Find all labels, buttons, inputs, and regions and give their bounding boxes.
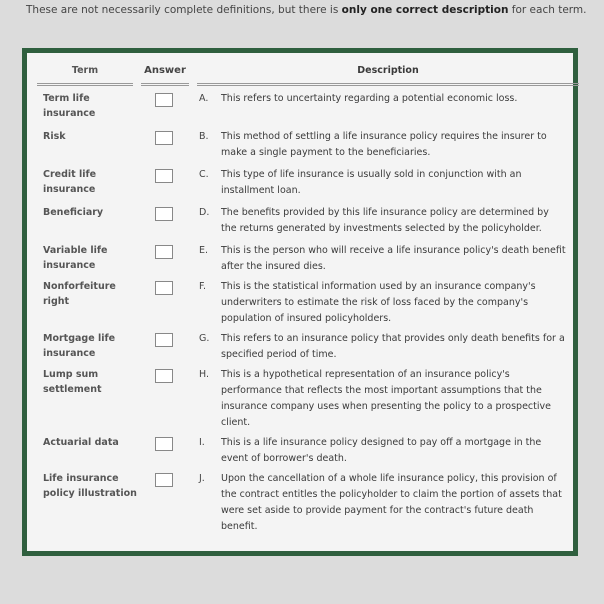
term-label: Credit life insurance (43, 169, 97, 195)
description-letter: G. (199, 333, 210, 344)
description-text: This is a hypothetical representation of an insurance policy's performance that reflects the most important assumptions that the insurance company uses when presenting the policy to a prospective client. (221, 369, 551, 428)
header-term: Term (37, 63, 133, 86)
answer-box[interactable] (155, 437, 173, 451)
header-description: Description (197, 63, 579, 86)
description-letter: E. (199, 245, 209, 256)
term-label: Variable life insurance (43, 245, 108, 271)
matching-panel (22, 48, 578, 556)
matching-table (37, 59, 566, 541)
description-text: This is the person who will receive a life insurance policy's death benefit after the insured dies. (221, 245, 566, 272)
term-label: Term life insurance (43, 93, 96, 119)
term-label: Life insurance policy illustration (43, 473, 137, 499)
answer-box[interactable] (155, 473, 173, 487)
description-letter: C. (199, 169, 209, 180)
instructions-prefix: These are not necessarily complete definitions, but there is (26, 4, 342, 16)
description-letter: A. (199, 93, 209, 104)
description-letter: I. (199, 437, 205, 448)
description-letter: F. (199, 281, 206, 292)
answer-box[interactable] (155, 333, 173, 347)
description-text: This is a life insurance policy designed to pay off a mortgage in the event of borrower's death. (221, 437, 542, 464)
term-label: Beneficiary (43, 207, 104, 218)
answer-box[interactable] (155, 281, 173, 295)
answer-box[interactable] (155, 369, 173, 383)
term-label: Actuarial data (43, 437, 119, 448)
answer-box[interactable] (155, 169, 173, 183)
description-letter: H. (199, 369, 209, 380)
instructions-suffix: for each term. (508, 4, 587, 16)
description-text: This refers to an insurance policy that provides only death benefits for a specified period of time. (221, 333, 565, 360)
answer-box[interactable] (155, 245, 173, 259)
term-label: Mortgage life insurance (43, 333, 116, 359)
term-label: Risk (43, 131, 66, 142)
description-text: Upon the cancellation of a whole life insurance policy, this provision of the contract entitles the policyholder to claim the portion of assets that were set aside to provide payment for the contract's future death benefit. (221, 473, 562, 532)
header-answer: Answer (141, 63, 189, 86)
description-text: This refers to uncertainty regarding a potential economic loss. (221, 93, 518, 104)
description-letter: D. (199, 207, 210, 218)
description-text: This is the statistical information used by an insurance company's underwriters to estimate the risk of loss faced by the company's population of insured policyholders. (221, 281, 536, 324)
term-label: Nonforfeiture right (43, 281, 116, 307)
description-letter: B. (199, 131, 209, 142)
answer-box[interactable] (155, 93, 173, 107)
description-text: The benefits provided by this life insurance policy are determined by the returns generated by investments selected by the policyholder. (221, 207, 549, 234)
instructions-bold: only one correct description (341, 4, 509, 16)
description-letter: J. (199, 473, 205, 484)
answer-box[interactable] (155, 207, 173, 221)
answer-box[interactable] (155, 131, 173, 145)
description-text: This type of life insurance is usually sold in conjunction with an installment loan. (221, 169, 522, 196)
term-label: Lump sum settlement (43, 369, 102, 395)
description-text: This method of settling a life insurance policy requires the insurer to make a single payment to the beneficiaries. (221, 131, 547, 158)
instructions-text (26, 4, 587, 16)
